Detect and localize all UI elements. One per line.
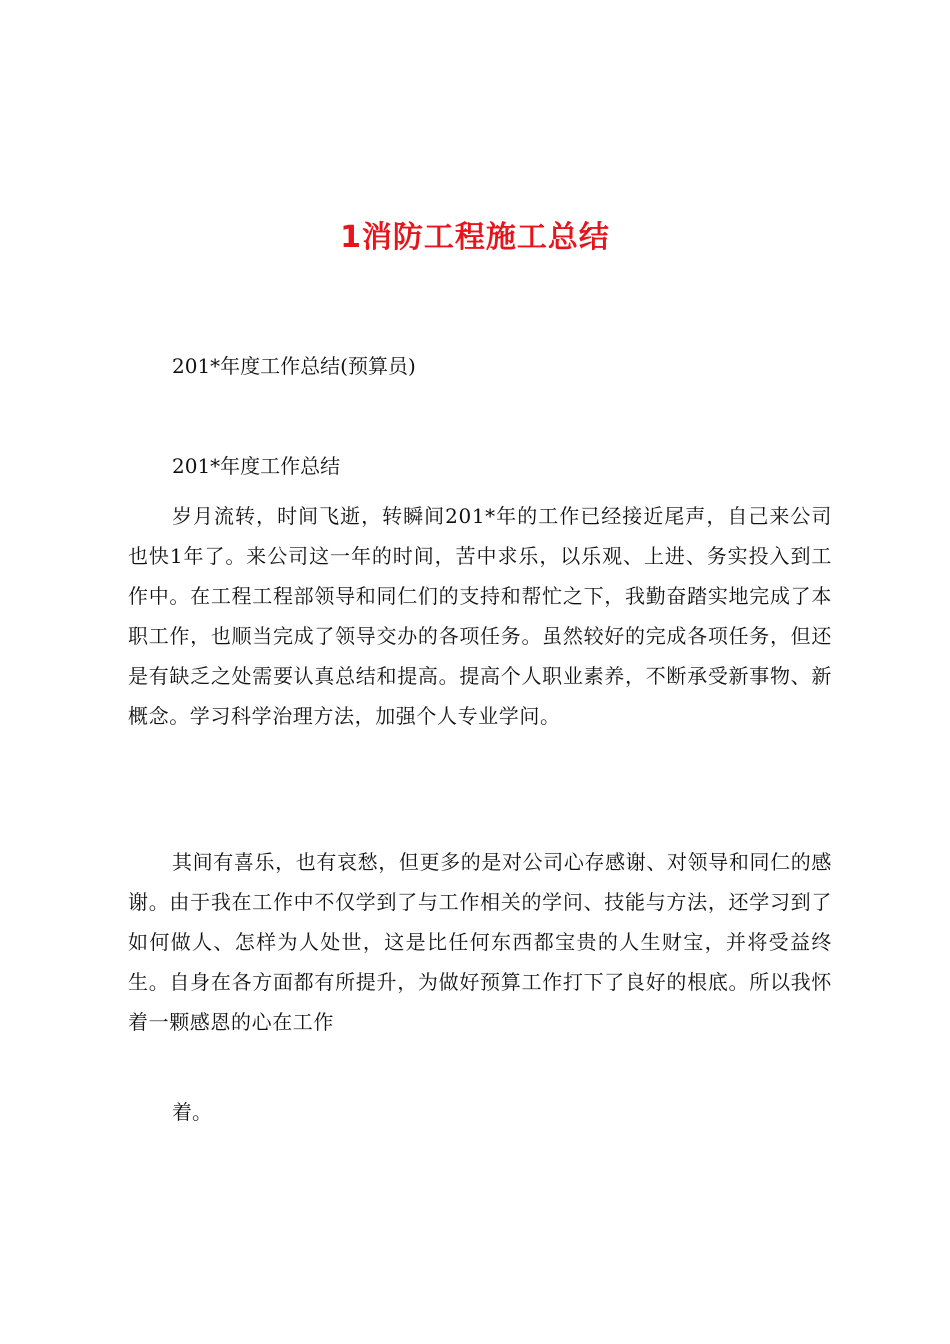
section-heading-annual: 201*年度工作总结 xyxy=(172,454,341,478)
section-heading-budget: 201*年度工作总结(预算员) xyxy=(172,354,416,378)
body-paragraph-tail: 着。 xyxy=(172,1100,212,1124)
body-paragraph-1: 岁月流转，时间飞逝，转瞬间201*年的工作已经接近尾声，自己来公司也快1年了。来公司这一年的时间，苦中求乐，以乐观、上进、务实投入到工作中。在工程工程部领导和同仁们的支持和帮忙之下，我勤奋踏实地完成了本职工作，也顺当完成了领导交办的各项任务。虽然较好的完成各项任务，但还是有缺乏之处需要认真总结和提高。提高个人职业素养，不断承受新事物、新概念。学习科学治理方法，加强个人专业学问。 xyxy=(128,504,832,728)
body-paragraph-2: 其间有喜乐，也有哀愁，但更多的是对公司心存感谢、对领导和同仁的感谢。由于我在工作中不仅学到了与工作相关的学问、技能与方法，还学习到了如何做人、怎样为人处世，这是比任何东西都宝贵的人生财宝，并将受益终生。自身在各方面都有所提升，为做好预算工作打下了良好的根底。所以我怀着一颗感恩的心在工作 xyxy=(128,850,832,1034)
document-title: 1消防工程施工总结 xyxy=(340,220,610,255)
